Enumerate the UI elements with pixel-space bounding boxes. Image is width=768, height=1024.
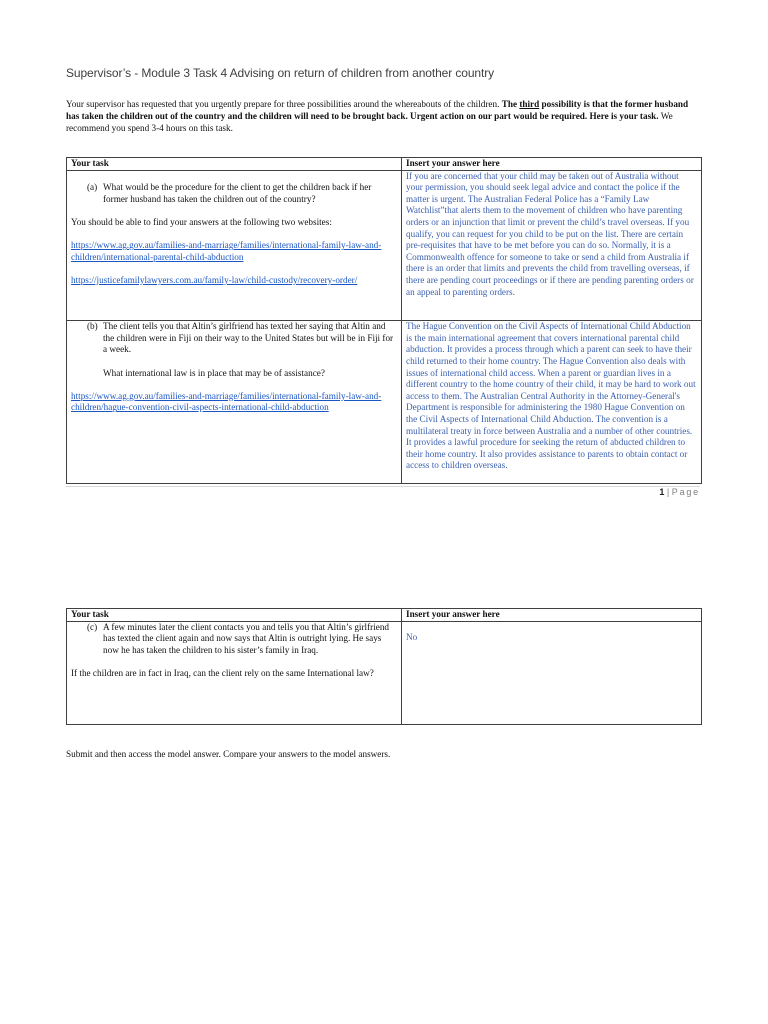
task-b-follow-up: What international law is in place that may be of assistance? — [103, 367, 325, 378]
ag-gov-abduction-link[interactable]: https://www.ag.gov.au/families-and-marriage/families/international-family-law-and-children/international-parental-child-abduction — [71, 240, 382, 262]
justice-family-lawyers-link[interactable]: https://justicefamilylawyers.com.au/family-law/child-custody/recovery-order/ — [71, 274, 358, 285]
table-header-row — [67, 609, 702, 622]
page-separator: | — [666, 487, 670, 497]
table-row — [67, 621, 702, 724]
task-cell-a — [67, 170, 402, 321]
task-cell-b — [67, 321, 402, 484]
header-insert-answer: Insert your answer here — [402, 158, 702, 171]
page-number: 1 — [659, 487, 665, 497]
task-a-question — [71, 182, 397, 205]
task-a-marker: (a) — [87, 182, 98, 193]
document-title: Supervisor’s - Module 3 Task 4 Advising on return of children from another country — [66, 66, 495, 80]
task-cell-c — [67, 621, 402, 724]
task-b-link-para — [71, 391, 397, 414]
task-c-question-text: A few minutes later the client contacts you and tells you that Altin’s girlfriend has texted the client again and now says that Altin is outright lying. He says now he has taken the children to his sister’s family in Iraq. — [103, 621, 390, 655]
task-b-marker: (b) — [87, 321, 98, 332]
footer-divider — [66, 486, 700, 487]
page-footer — [659, 487, 700, 498]
header-your-task: Your task — [67, 609, 402, 622]
task-table-1 — [66, 157, 702, 484]
page-label: Page — [671, 487, 700, 497]
task-b-question-text: The client tells you that Altin’s girlfriend has texted her saying that Altin and the children were in Fiji on their way to the United States but will be in Fiji for a week. — [103, 321, 394, 355]
intro-emphasis-rest: possibility is that the former husband has taken the children out of the country and the children will need to be brought back. Urgent action on our part would be required. Here is your task. — [66, 99, 689, 121]
intro-paragraph — [66, 98, 702, 134]
task-c-question — [71, 622, 397, 657]
table-row — [67, 170, 702, 321]
intro-lead: Your supervisor has requested that you urgently prepare for three possibilities around the whereabouts of the children. — [66, 99, 502, 109]
task-a-note: You should be able to find your answers at the following two websites: — [71, 216, 332, 227]
header-your-task: Your task — [67, 158, 402, 171]
closing-instruction: Submit and then access the model answer. Compare your answers to the model answers. — [66, 749, 391, 759]
task-a-question-text: What would be the procedure for the client to get the children back if her former husband has taken the children out of the country? — [103, 182, 372, 204]
intro-emphasis-underlined: third — [519, 99, 540, 109]
task-a-link-2-para — [71, 275, 397, 287]
answer-cell-b[interactable]: The Hague Convention on the Civil Aspects of International Child Abduction is the main international agreement that covers international parental child abduction. It provides a process through which a parent can seek to have their child returned to their home country. The Hague Convention also deals with issues of international child access. When a parent or guardian lives in a different country to the home country of their child, it may be hard to work out access to them. The Australian Central Authority in the Attorney-General's Department is responsible for administering the 1980 Hague Convention on the Civil Aspects of International Child Abduction. The convention is a multilateral treaty in force between Australia and a number of other countries. It provides a lawful procedure for seeking the return of abducted children to their home country. It also provides assistance to parents to obtain contact or access to children overseas. — [402, 321, 702, 484]
answer-cell-a[interactable]: If you are concerned that your child may be taken out of Australia without your permission, you should seek legal advice and contact the police if the matter is urgent. The Australian Federal Police has a “Family Law Watchlist”that alerts them to the movement of children who have parenting orders or an injunction that limit or prevent the child’s travel overseas. If you qualify, you can request for you child to be put on the list. There are certain pre-requisites that have to be met before you can do so. Normally, it is a Commonwealth offence for someone to take or send a child from Australia if there is an order that limits and prevents the child from travelling overseas, if there are pending court proceedings or if there are pending parenting orders or an appeal to parenting orders. — [402, 170, 702, 321]
answer-cell-c[interactable]: No — [402, 621, 702, 724]
header-insert-answer: Insert your answer here — [402, 609, 702, 622]
table-row — [67, 321, 702, 484]
table-header-row — [67, 158, 702, 171]
task-table-2 — [66, 608, 702, 725]
task-b-question — [71, 321, 397, 356]
task-c-follow-up: If the children are in fact in Iraq, can the client rely on the same International law? — [71, 667, 374, 678]
intro-trailing: We recommend you spend 3-4 hours on this task. — [66, 111, 673, 133]
task-a-link-1-para — [71, 240, 397, 263]
intro-emphasis-start: The — [501, 99, 520, 109]
ag-gov-hague-convention-link[interactable]: https://www.ag.gov.au/families-and-marriage/families/international-family-law-and-children/hague-convention-civil-aspects-international-child-abduction — [71, 390, 382, 413]
task-c-marker: (c) — [87, 621, 98, 632]
